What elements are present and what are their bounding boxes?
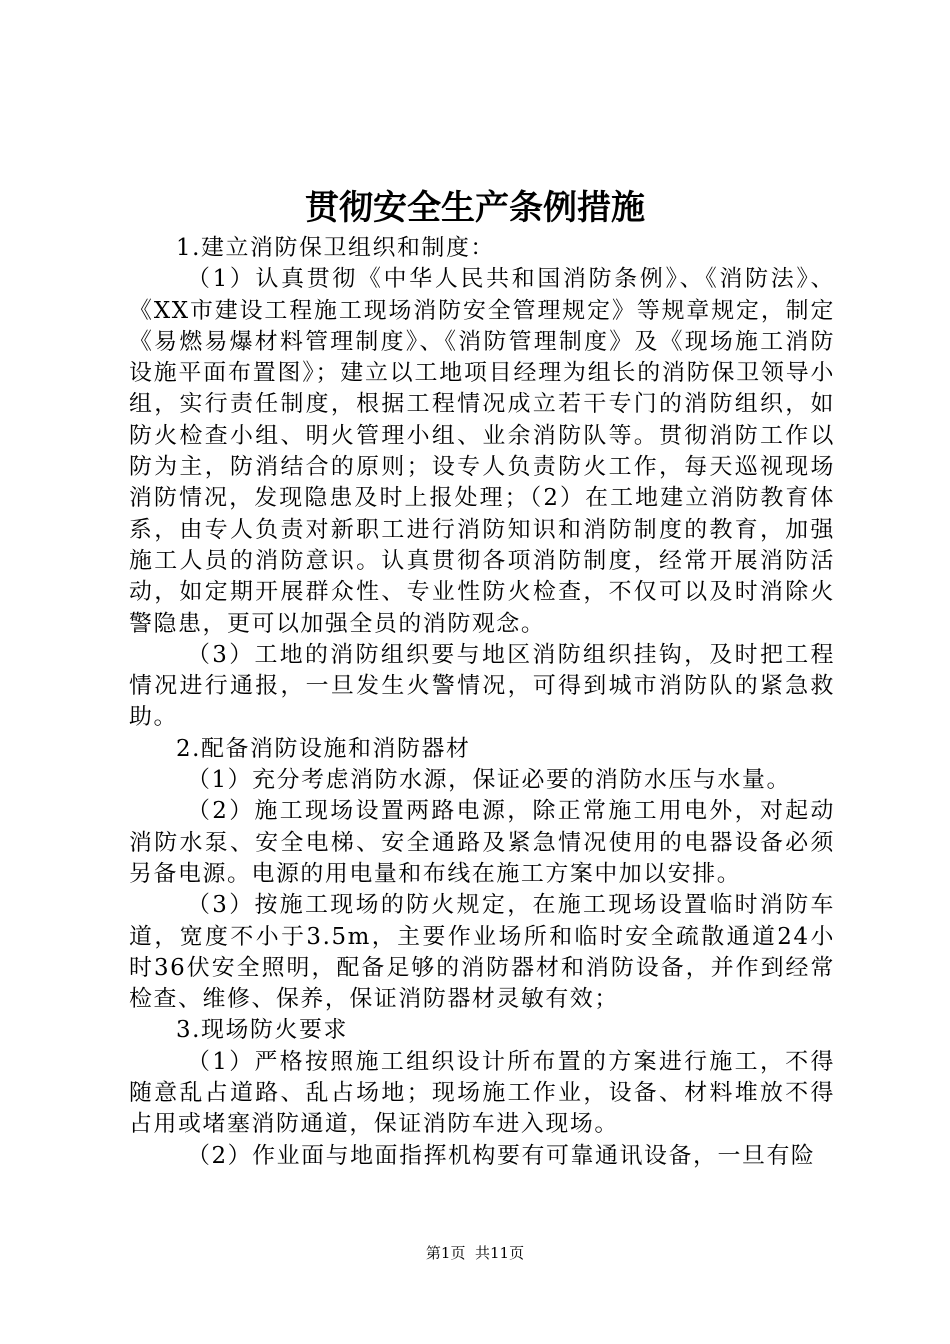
paragraph: （2）作业面与地面指挥机构要有可靠通讯设备，一旦有险	[187, 1142, 816, 1169]
paragraph: （2）施工现场设置两路电源，除正常施工用电外，对起动消防水泵、安全电梯、安全通路及紧急情况使用的电器设备必须另备电源。电源的用电量和布线在施工方案中加以安排。	[129, 798, 835, 887]
page-footer	[0, 1243, 950, 1263]
paragraph: （3）按施工现场的防火规定，在施工现场设置临时消防车道，宽度不小于3.5m，主要作业场所和临时安全疏散通道24小时36伏安全照明，配备足够的消防器材和消防设备，并作到经常检查、维修、保养，保证消防器材灵敏有效；	[129, 892, 835, 1013]
paragraph: （1）充分考虑消防水源，保证必要的消防水压与水量。	[187, 767, 791, 794]
paragraph: （1）认真贯彻《中华人民共和国消防条例》、《消防法》、《XX市建设工程施工现场消防安全管理规定》等规章规定，制定《易燃易爆材料管理制度》、《消防管理制度》及《现场施工消防设施平面布置图》；建立以工地项目经理为组长的消防保卫领导小组，实行责任制度，根据工程情况成立若干专门的消防组织，如防火检查小组、明火管理小组、业余消防队等。贯彻消防工作以防为主，防消结合的原则；设专人负责防火工作，每天巡视现场消防情况，发现隐患及时上报处理；（2）在工地建立消防教育体系，由专人负责对新职工进行消防知识和消防制度的教育，加强施工人员的消防意识。认真贯彻各项消防制度，经常开展消防活动，如定期开展群众性、专业性防火检查，不仅可以及时消除火警隐患，更可以加强全员的消防观念。	[129, 266, 835, 637]
section-heading: 1.建立消防保卫组织和制度：	[176, 235, 495, 261]
paragraph: （3）工地的消防组织要与地区消防组织挂钩，及时把工程情况进行通报，一旦发生火警情况，可得到城市消防队的紧急救助。	[129, 641, 835, 731]
paragraph: （1）严格按照施工组织设计所布置的方案进行施工，不得随意乱占道路、乱占场地；现场施工作业，设备、材料堆放不得占用或堵塞消防通道，保证消防车进入现场。	[129, 1048, 835, 1138]
page-number: 第1页	[425, 1244, 466, 1262]
document-title: 贯彻安全生产条例措施	[305, 188, 645, 228]
section-heading: 3.现场防火要求	[176, 1017, 348, 1044]
page-total: 共11页	[475, 1244, 525, 1262]
document-body	[129, 233, 835, 1172]
section-heading: 2.配备消防设施和消防器材	[176, 735, 471, 762]
